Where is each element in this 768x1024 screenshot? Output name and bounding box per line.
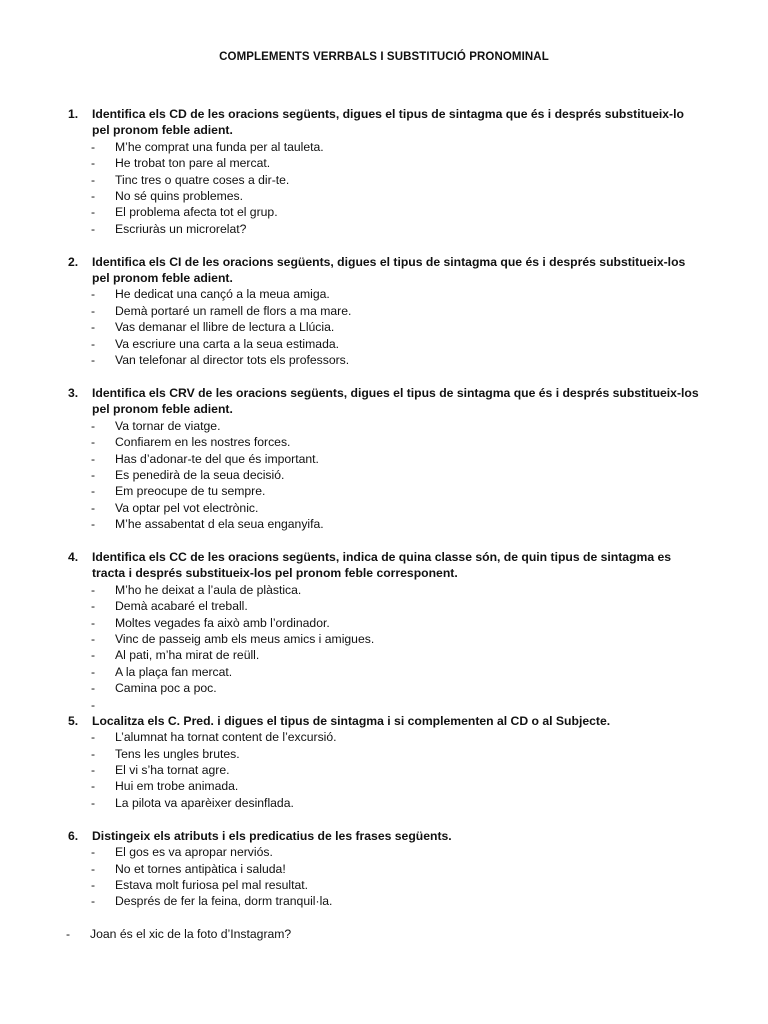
sentence-text: Va optar pel vot electrònic. [115, 500, 259, 515]
dash-bullet: - [91, 517, 96, 532]
dash-bullet: - [91, 500, 96, 515]
sentence-text: El gos es va apropar nerviós. [115, 845, 273, 860]
list-item [0, 483, 768, 499]
list-item [0, 647, 768, 663]
list-item [0, 877, 768, 893]
list-item [0, 598, 768, 614]
list-item [0, 861, 768, 877]
exercise-instruction: Distingeix els atributs i els predicatius de les frases següents. [92, 828, 452, 843]
dash-bullet: - [91, 730, 96, 745]
sentence-text: Camina poc a poc. [115, 681, 217, 696]
exercise-heading [0, 254, 702, 287]
dash-bullet: - [91, 894, 96, 909]
list-item [0, 434, 768, 450]
list-item [0, 418, 768, 434]
dash-bullet: - [66, 927, 71, 942]
exercise-6 [0, 828, 768, 910]
dash-bullet: - [91, 336, 96, 351]
sentence-text: El problema afecta tot el grup. [115, 205, 278, 220]
sentence-text: Em preocupe de tu sempre. [115, 484, 266, 499]
dash-bullet: - [91, 795, 96, 810]
trailing-list-item [0, 926, 768, 942]
sentence-text: No sé quins problemes. [115, 188, 244, 203]
dash-bullet: - [91, 746, 96, 761]
dash-bullet: - [91, 221, 96, 236]
sentence-text: Vas demanar el llibre de lectura a Llúcia. [115, 320, 335, 335]
sentence-text: Escriuràs un microrelat? [115, 221, 247, 236]
sentence-text: M’ho he deixat a l’aula de plàstica. [115, 582, 302, 597]
sentence-text: Estava molt furiosa pel mal resultat. [115, 877, 309, 892]
dash-bullet: - [91, 451, 96, 466]
exercise-instruction: Identifica els CC de les oracions següents, indica de quina classe són, de quin tipus de sintagma es tracta i després substitueix-los pel pronom feble corresponent. [92, 549, 672, 581]
dash-bullet: - [91, 303, 96, 318]
sentence-text: Van telefonar al director tots els professors. [115, 353, 350, 368]
dash-bullet: - [91, 631, 96, 646]
sentence-text: Joan és el xic de la foto d’Instagram? [90, 927, 292, 942]
sentence-text: No et tornes antipàtica i saluda! [115, 861, 286, 876]
list-item [0, 516, 768, 532]
sentence-text: Hui em trobe animada. [115, 779, 239, 794]
list-item [0, 204, 768, 220]
dash-bullet: - [91, 877, 96, 892]
list-item [0, 615, 768, 631]
sentence-list [0, 844, 768, 910]
dash-bullet: - [91, 599, 96, 614]
sentence-text: Confiarem en les nostres forces. [115, 435, 291, 450]
dash-bullet: - [91, 697, 96, 712]
exercise-number: 4. [68, 549, 79, 564]
dash-bullet: - [91, 845, 96, 860]
sentence-text: Es penedirà de la seua decisió. [115, 467, 285, 482]
sentence-text: Al pati, m’ha mirat de reüll. [115, 648, 260, 663]
list-item [0, 778, 768, 794]
dash-bullet: - [91, 418, 96, 433]
dash-bullet: - [91, 681, 96, 696]
dash-bullet: - [91, 467, 96, 482]
sentence-list [0, 139, 768, 237]
list-item [0, 729, 768, 745]
dash-bullet: - [91, 353, 96, 368]
exercise-heading [0, 385, 702, 418]
sentence-text: Tens les ungles brutes. [115, 746, 240, 761]
list-item [0, 795, 768, 811]
sentence-text: La pilota va aparèixer desinflada. [115, 795, 294, 810]
sentence-text: Demà acabaré el treball. [115, 599, 248, 614]
sentence-text: A la plaça fan mercat. [115, 664, 233, 679]
dash-bullet: - [91, 205, 96, 220]
list-item [0, 221, 768, 237]
list-item [0, 631, 768, 647]
document-title: COMPLEMENTS VERRBALS I SUBSTITUCIÓ PRONOMINAL [219, 51, 549, 63]
exercise-4 [0, 549, 768, 713]
list-item [0, 303, 768, 319]
dash-bullet: - [91, 156, 96, 171]
dash-bullet: - [91, 779, 96, 794]
sentence-text: M’he comprat una funda per al tauleta. [115, 139, 324, 154]
exercise-5 [0, 713, 768, 811]
list-item [0, 139, 768, 155]
list-item [0, 893, 768, 909]
sentence-list [0, 582, 768, 713]
exercise-number: 1. [68, 107, 79, 121]
sentence-list [0, 286, 768, 368]
exercise-number: 6. [68, 828, 79, 843]
dash-bullet: - [91, 648, 96, 663]
exercise-heading [0, 713, 702, 729]
dash-bullet: - [91, 287, 96, 302]
sentence-text: Has d’adonar-te del que és important. [115, 451, 319, 466]
exercise-3 [0, 385, 768, 533]
exercise-1 [0, 106, 768, 237]
list-item [0, 286, 768, 302]
list-item [0, 451, 768, 467]
exercise-instruction: Localitza els C. Pred. i digues el tipus de sintagma i si complementen al CD o al Subjecte. [92, 713, 611, 728]
dash-bullet: - [91, 484, 96, 499]
sentence-text: Moltes vegades fa això amb l’ordinador. [115, 615, 330, 630]
list-item [0, 155, 768, 171]
list-item [0, 697, 768, 713]
sentence-text: Després de fer la feina, dorm tranquil·la. [115, 894, 333, 909]
list-item [0, 582, 768, 598]
dash-bullet: - [91, 861, 96, 876]
sentence-text: L’alumnat ha tornat content de l’excursió. [115, 730, 337, 745]
list-item [0, 500, 768, 516]
dash-bullet: - [91, 615, 96, 630]
sentence-text: Va tornar de viatge. [115, 418, 221, 433]
exercise-number: 2. [68, 254, 79, 269]
list-item [0, 172, 768, 188]
list-item [0, 664, 768, 680]
list-item [0, 844, 768, 860]
exercise-instruction: Identifica els CRV de les oracions següents, digues el tipus de sintagma que és i després substitueix-los pel pronom feble adient. [92, 385, 699, 417]
sentence-text: El vi s’ha tornat agre. [115, 763, 230, 778]
list-item [0, 319, 768, 335]
sentence-text: He dedicat una cançó a la meua amiga. [115, 287, 330, 302]
exercise-2 [0, 254, 768, 369]
list-item [0, 680, 768, 696]
exercise-instruction: Identifica els CD de les oracions següents, digues el tipus de sintagma que és i després substitueix-lo pel pronom feble adient. [92, 107, 684, 138]
dash-bullet: - [91, 664, 96, 679]
dash-bullet: - [91, 139, 96, 154]
sentence-text: He trobat ton pare al mercat. [115, 156, 271, 171]
list-item [0, 336, 768, 352]
dash-bullet: - [91, 435, 96, 450]
sentence-text: Vinc de passeig amb els meus amics i amigues. [115, 631, 375, 646]
list-item [0, 762, 768, 778]
list-item [0, 188, 768, 204]
dash-bullet: - [91, 320, 96, 335]
list-item [0, 352, 768, 368]
exercise-heading [0, 828, 702, 844]
exercise-list [0, 106, 768, 943]
sentence-text: M’he assabentat d ela seua enganyifa. [115, 517, 324, 532]
exercise-heading [0, 106, 702, 139]
dash-bullet: - [91, 582, 96, 597]
sentence-text: Va escriure una carta a la seua estimada. [115, 336, 340, 351]
sentence-list [0, 729, 768, 811]
exercise-number: 5. [68, 713, 79, 728]
dash-bullet: - [91, 763, 96, 778]
exercise-number: 3. [68, 385, 79, 400]
list-item [0, 746, 768, 762]
sentence-text: Tinc tres o quatre coses a dir-te. [115, 172, 290, 187]
sentence-text: Demà portaré un ramell de flors a ma mare. [115, 303, 352, 318]
dash-bullet: - [91, 172, 96, 187]
list-item [0, 467, 768, 483]
exercise-heading [0, 549, 702, 582]
sentence-list [0, 418, 768, 533]
dash-bullet: - [91, 188, 96, 203]
exercise-instruction: Identifica els CI de les oracions següents, digues el tipus de sintagma que és i després substitueix-los pel pronom feble adient. [92, 254, 686, 286]
